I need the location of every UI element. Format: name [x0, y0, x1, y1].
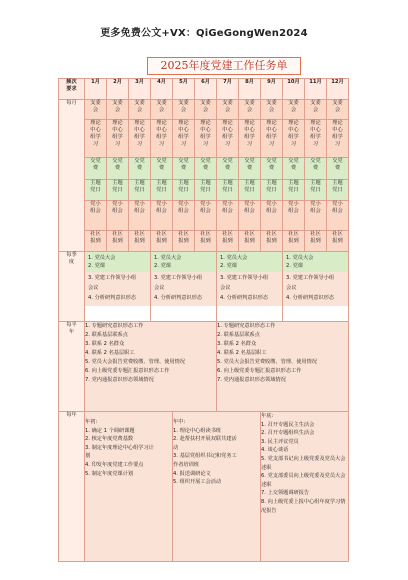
corner-label-line: 要求 [66, 86, 77, 93]
header-note: 更多免费公文+VX：QiGeGongWen2024 [100, 28, 308, 39]
quarter-cell-q1: 1. 党员大会 2. 党课 3. 党建工作领导小组 会议 4. 分析研判意识形态 [85, 252, 151, 322]
monthly-cell: 理论 中心 组学 习 [151, 120, 173, 158]
monthly-cell: 交党 费 [151, 158, 173, 180]
monthly-cell: 社区 报到 [85, 231, 107, 252]
corner-label-line: 频次 [66, 79, 77, 85]
monthly-cell: 主题 党日 [305, 180, 327, 201]
yearly-cell-early: 年初: 1. 确定 1 个调研课题 2. 核定年度党费基数 3. 制定年度理论中心组学习计 划 4. 印发年度党建工作要点 5. 制定年度党课计划 [85, 412, 173, 562]
monthly-cell: 支委 会 [327, 100, 349, 120]
half-year-row [59, 322, 349, 412]
monthly-cell: 理论 中心 组学 习 [327, 120, 349, 158]
monthly-cell: 社区 报到 [261, 231, 283, 252]
monthly-cell: 交党 费 [129, 158, 151, 180]
monthly-row-group [59, 201, 349, 231]
quarter-cell-q3: 1. 党员大会 2. 党课 3. 党建工作领导小组 会议 4. 分析研判意识形态 [217, 252, 283, 322]
monthly-cell: 理论 中心 组学 习 [261, 120, 283, 158]
yearly-row [59, 412, 349, 562]
quarter-cell-q4: 1. 党员大会 2. 党课 3. 党建工作领导小组 会议 4. 分析研判意识形态 [283, 252, 349, 322]
monthly-cell: 主题 党日 [327, 180, 349, 201]
monthly-cell: 党小 组会 [129, 201, 151, 231]
monthly-cell: 党小 组会 [217, 201, 239, 231]
document-title: 2025年度党建工作任务单 [147, 57, 301, 75]
monthly-cell: 理论 中心 组学 习 [129, 120, 151, 158]
monthly-cell: 社区 报到 [129, 231, 151, 252]
monthly-cell: 社区 报到 [195, 231, 217, 252]
monthly-cell: 党小 组会 [173, 201, 195, 231]
monthly-cell: 支委 会 [107, 100, 129, 120]
monthly-cell: 党小 组会 [283, 201, 305, 231]
monthly-cell: 交党 费 [239, 158, 261, 180]
monthly-cell: 主题 党日 [217, 180, 239, 201]
yearly-label: 每年 [59, 412, 85, 562]
monthly-cell: 交党 费 [261, 158, 283, 180]
monthly-cell: 理论 中心 组学 习 [85, 120, 107, 158]
yearly-cell-mid: 年中: 1. 理论中心组读书班 2. 赴帮扶村开展双联共建活 动 3. 基层党组织书记和党务工 作者培训班 4. 报送调研论文 5. 组织开展工会活动 [173, 412, 261, 562]
monthly-cell: 主题 党日 [173, 180, 195, 201]
monthly-cell: 交党 费 [217, 158, 239, 180]
month-header: 9月 [261, 79, 283, 100]
month-header: 3月 [129, 79, 151, 100]
monthly-row-community [59, 231, 349, 252]
month-header: 8月 [239, 79, 261, 100]
monthly-cell: 支委 会 [217, 100, 239, 120]
month-header: 1月 [85, 79, 107, 100]
monthly-cell: 支委 会 [85, 100, 107, 120]
monthly-cell: 社区 报到 [217, 231, 239, 252]
monthly-cell: 社区 报到 [283, 231, 305, 252]
monthly-cell: 党小 组会 [327, 201, 349, 231]
monthly-cell: 社区 报到 [305, 231, 327, 252]
month-header: 7月 [217, 79, 239, 100]
month-header: 6月 [195, 79, 217, 100]
monthly-cell: 交党 费 [85, 158, 107, 180]
monthly-cell: 理论 中心 组学 习 [239, 120, 261, 158]
table-header-row [59, 79, 349, 100]
monthly-cell: 交党 费 [283, 158, 305, 180]
monthly-cell: 社区 报到 [239, 231, 261, 252]
task-table [58, 78, 349, 562]
monthly-cell: 支委 会 [239, 100, 261, 120]
monthly-cell: 党小 组会 [305, 201, 327, 231]
month-header: 12月 [327, 79, 349, 100]
monthly-cell: 理论 中心 组学 习 [283, 120, 305, 158]
monthly-cell: 主题 党日 [195, 180, 217, 201]
monthly-cell: 主题 党日 [283, 180, 305, 201]
month-header: 2月 [107, 79, 129, 100]
corner-cell [59, 79, 85, 100]
monthly-cell: 理论 中心 组学 习 [195, 120, 217, 158]
quarter-cell-q2: 1. 党员大会 2. 党课 3. 党建工作领导小组 会议 4. 分析研判意识形态 [151, 252, 217, 322]
month-header: 4月 [151, 79, 173, 100]
month-header: 10月 [283, 79, 305, 100]
monthly-cell: 主题 党日 [129, 180, 151, 201]
monthly-cell: 社区 报到 [107, 231, 129, 252]
monthly-cell: 党小 组会 [261, 201, 283, 231]
monthly-cell: 社区 报到 [173, 231, 195, 252]
monthly-cell: 主题 党日 [107, 180, 129, 201]
monthly-cell: 支委 会 [195, 100, 217, 120]
monthly-cell: 党小 组会 [151, 201, 173, 231]
monthly-cell: 理论 中心 组学 习 [305, 120, 327, 158]
yearly-cell-end: 年底: 1. 召开专题民主生活会 2. 召开专题组织生活会 3. 民主评议党员 4. 谈心谈话 5. 党支部书记向上级党委及党员大会述职 6. 党支部委员向上级党委及党员大会述职 7. 上交领题调研报告 8. 向上级党委上报中心组年度学习情况报告 [261, 412, 349, 562]
month-header: 5月 [173, 79, 195, 100]
monthly-cell: 支委 会 [261, 100, 283, 120]
monthly-cell: 交党 费 [173, 158, 195, 180]
monthly-cell: 主题 党日 [239, 180, 261, 201]
half-year-cell-h2: 1. 专题研究意识形态工作 2. 联系基层联系点 3. 联系 2 名群众 4. 联系 2 名基层职工 5. 党员大会报告党费收缴、管理、使用情况 6. 向上级党委专题汇报意识形态工作 7. 党内通报意识形态领域情况 [217, 322, 349, 412]
month-header: 11月 [305, 79, 327, 100]
monthly-cell: 社区 报到 [327, 231, 349, 252]
monthly-cell: 党小 组会 [195, 201, 217, 231]
monthly-cell: 党小 组会 [85, 201, 107, 231]
monthly-row-meeting [59, 100, 349, 120]
monthly-cell: 主题 党日 [261, 180, 283, 201]
half-year-label: 每半 年 [59, 322, 85, 412]
monthly-cell: 支委 会 [173, 100, 195, 120]
monthly-cell: 交党 费 [305, 158, 327, 180]
monthly-cell: 主题 党日 [85, 180, 107, 201]
monthly-cell: 支委 会 [283, 100, 305, 120]
monthly-cell: 交党 费 [195, 158, 217, 180]
monthly-cell: 交党 费 [327, 158, 349, 180]
half-year-cell-h1: 1. 专题研究意识形态工作 2. 联系基层联系点 3. 联系 2 名群众 4. 联系 2 名基层职工 5. 党员大会报告党费收缴、管理、使用情况 6. 向上级党委专题汇报意识形态工作 7. 党内通报意识形态领域情况 [85, 322, 217, 412]
monthly-cell: 支委 会 [129, 100, 151, 120]
monthly-cell: 社区 报到 [151, 231, 173, 252]
monthly-cell: 党小 组会 [239, 201, 261, 231]
monthly-cell: 支委 会 [151, 100, 173, 120]
monthly-cell: 支委 会 [305, 100, 327, 120]
monthly-row-dues [59, 158, 349, 180]
monthly-cell: 理论 中心 组学 习 [173, 120, 195, 158]
monthly-cell: 理论 中心 组学 习 [217, 120, 239, 158]
monthly-row-party-day [59, 180, 349, 201]
monthly-label: 每月 [59, 100, 85, 252]
monthly-cell: 主题 党日 [151, 180, 173, 201]
monthly-row-study [59, 120, 349, 158]
monthly-cell: 理论 中心 组学 习 [107, 120, 129, 158]
monthly-cell: 党小 组会 [107, 201, 129, 231]
quarterly-label: 每季 度 [59, 252, 85, 322]
quarterly-row [59, 252, 349, 322]
monthly-cell: 交党 费 [107, 158, 129, 180]
